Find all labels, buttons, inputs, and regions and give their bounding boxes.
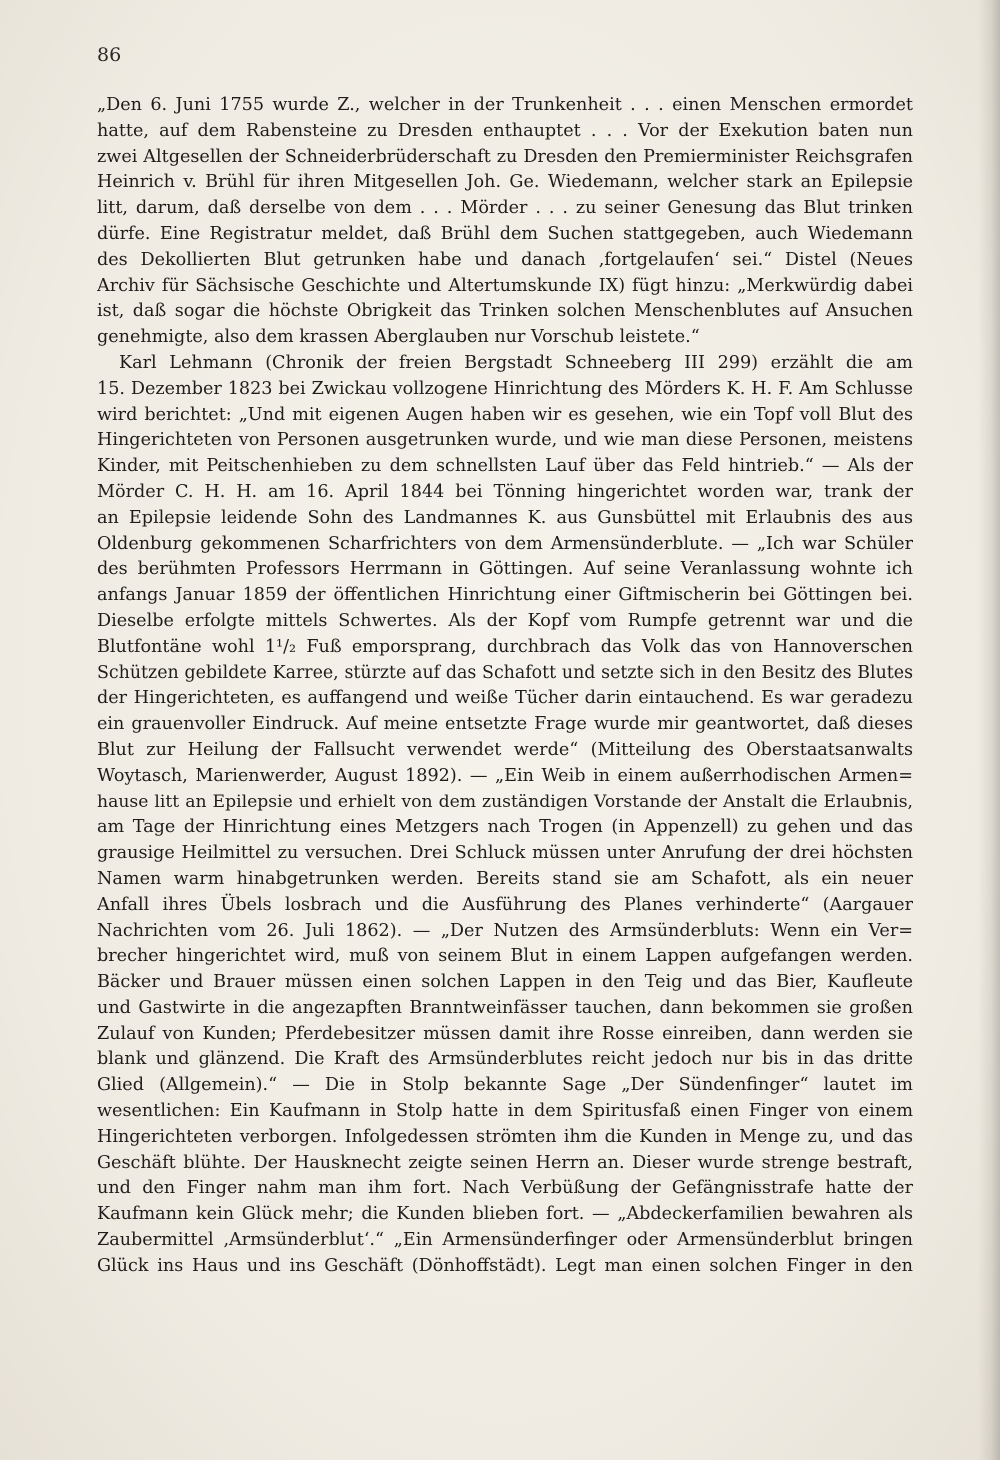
text-line: brecher hingerichtet wird, muß von seinem Blut in einem Lappen aufgefangen werden. [97, 946, 913, 967]
text-line: des berühmten Professors Herrmann in Göttingen. Auf seine Veranlassung wohnte ich [97, 559, 913, 580]
text-line: anfangs Januar 1859 der öffentlichen Hinrichtung einer Giftmischerin bei Göttingen bei. [97, 585, 913, 606]
text-line: am Tage der Hinrichtung eines Metzgers nach Trogen (in Appenzell) zu gehen und das [97, 817, 913, 838]
text-line: ist, daß sogar die höchste Obrigkeit das Trinken solchen Menschenblutes auf Ansuchen [97, 301, 913, 322]
text-line: Dieselbe erfolgte mittels Schwertes. Als der Kopf vom Rumpfe getrennt war und die [97, 610, 913, 631]
body-text [97, 93, 913, 1280]
text-line: Zulauf von Kunden; Pferdebesitzer müssen damit ihre Rosse einreiben, dann werden sie [97, 1023, 913, 1044]
text-line: und den Finger nahm man ihm fort. Nach Verbüßung der Gefängnisstrafe hatte der [97, 1178, 913, 1199]
text-line: Kaufmann kein Glück mehr; die Kunden blieben fort. — „Abdeckerfamilien bewahren als [97, 1204, 913, 1225]
text-line: Glied (Allgemein).“ — Die in Stolp bekannte Sage „Der Sündenfinger“ lautet im [97, 1075, 913, 1096]
text-line: genehmigte, also dem krassen Aberglauben nur Vorschub leistete.“ [97, 327, 700, 348]
text-line: grausige Heilmittel zu versuchen. Drei Schluck müssen unter Anrufung der drei höchsten [97, 843, 913, 864]
text-line: Bäcker und Brauer müssen einen solchen Lappen in den Teig und das Bier, Kaufleute [97, 972, 913, 993]
text-line: an Epilepsie leidende Sohn des Landmannes K. aus Gunsbüttel mit Erlaubnis des aus [97, 507, 913, 528]
text-line: dürfe. Eine Registratur meldet, daß Brühl dem Suchen stattgegeben, auch Wiedemann [97, 223, 913, 244]
text-line: Mörder C. H. H. am 16. April 1844 bei Tönning hingerichtet worden war, trank der [97, 481, 913, 502]
text-line: Glück ins Haus und ins Geschäft (Dönhoffstädt). Legt man einen solchen Finger in den [97, 1255, 913, 1276]
text-line: Hingerichteten von Personen ausgetrunken wurde, und wie man diese Personen, meistens [97, 430, 913, 451]
text-line: Karl Lehmann (Chronik der freien Bergstadt Schneeberg III 299) erzählt die am [119, 352, 913, 373]
text-line: wird berichtet: „Und mit eigenen Augen haben wir es gesehen, wie ein Topf voll Blut des [97, 404, 913, 425]
text-line: wesentlichen: Ein Kaufmann in Stolp hatte in dem Spiritusfaß einen Finger von einem [97, 1101, 913, 1122]
text-line: hatte, auf dem Rabensteine zu Dresden enthauptet . . . Vor der Exekution baten nun [97, 120, 913, 141]
text-line: hause litt an Epilepsie und erhielt von dem zuständigen Vorstande der Anstalt die Erlaubnis, [97, 791, 913, 812]
text-line: Archiv für Sächsische Geschichte und Altertumskunde IX) fügt hinzu: „Merkwürdig dabei [97, 275, 913, 296]
page-number: 86 [97, 44, 122, 66]
text-line: Schützen gebildete Karree, stürzte auf das Schafott und setzte sich in den Besitz des Blutes [97, 662, 913, 683]
text-line: Woytasch, Marienwerder, August 1892). — „Ein Weib in einem außerrhodischen Armen= [97, 765, 913, 786]
text-line: Kinder, mit Peitschenhieben zu dem schnellsten Lauf über das Feld hintrieb.“ — Als der [97, 456, 913, 477]
text-line: Heinrich v. Brühl für ihren Mitgesellen Joh. Ge. Wiedemann, welcher stark an Epilepsie [97, 172, 913, 193]
text-line: „Den 6. Juni 1755 wurde Z., welcher in der Trunkenheit . . . einen Menschen ermordet [97, 95, 913, 115]
text-line: zwei Altgesellen der Schneiderbrüderschaft zu Dresden den Premierminister Reichsgrafen [97, 146, 913, 167]
text-line: Oldenburg gekommenen Scharfrichters von dem Armensünderblute. — „Ich war Schüler [97, 533, 913, 554]
text-line: Geschäft blühte. Der Hausknecht zeigte seinen Herrn an. Dieser wurde strenge bestraft, [97, 1152, 913, 1173]
text-line: Blut zur Heilung der Fallsucht verwendet werde“ (Mitteilung des Oberstaatsanwalts [97, 739, 913, 760]
text-line: litt, darum, daß derselbe von dem . . . Mörder . . . zu seiner Genesung das Blut trinken [97, 198, 913, 219]
text-line: blank und glänzend. Die Kraft des Armsünderblutes reicht jedoch nur bis in das dritte [97, 1049, 913, 1070]
text-line: Zaubermittel ‚Armsünderblut‘.“ „Ein Armensünderfinger oder Armensünderblut bringen [97, 1230, 913, 1251]
text-line: und Gastwirte in die angezapften Branntweinfässer tauchen, dann bekommen sie großen [97, 997, 913, 1018]
page-edge-shadow [978, 0, 1000, 1460]
text-line: 15. Dezember 1823 bei Zwickau vollzogene Hinrichtung des Mörders K. H. F. Am Schlusse [97, 378, 913, 399]
text-line: Blutfontäne wohl 1¹/₂ Fuß emporsprang, durchbrach das Volk das von Hannoverschen [97, 636, 913, 657]
text-line: ein grauenvoller Eindruck. Auf meine entsetzte Frage wurde mir geantwortet, daß dieses [97, 714, 913, 735]
text-line: Nachrichten vom 26. Juli 1862). — „Der Nutzen des Armsünderbluts: Wenn ein Ver= [97, 920, 913, 941]
text-line: Hingerichteten verborgen. Infolgedessen strömten ihm die Kunden in Menge zu, und das [97, 1126, 913, 1147]
text-line: der Hingerichteten, es auffangend und weiße Tücher darin eintauchend. Es war geradezu [97, 688, 913, 709]
text-line: Anfall ihres Übels losbrach und die Ausführung des Planes verhinderte“ (Aargauer [97, 894, 913, 915]
text-line: Namen warm hinabgetrunken werden. Bereits stand sie am Schafott, als ein neuer [97, 868, 913, 889]
text-line: des Dekollierten Blut getrunken habe und danach ‚fortgelaufen‘ sei.“ Distel (Neues [97, 249, 913, 270]
